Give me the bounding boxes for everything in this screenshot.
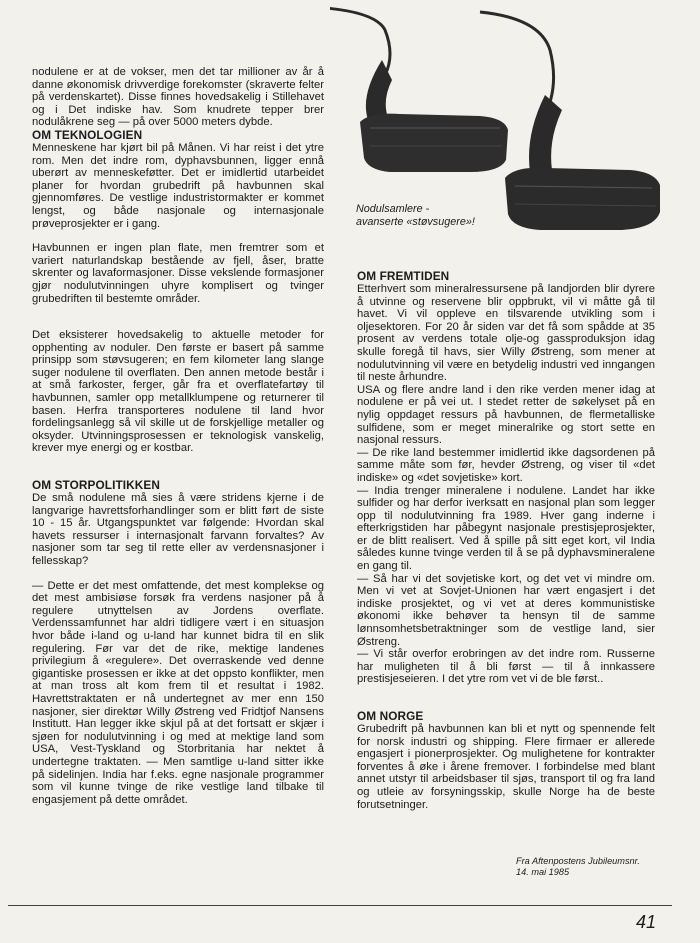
paragraph-spacer [32, 230, 324, 242]
article-paragraph: Etterhvert som mineralressursene på landjorden blir dyrere å utvinne og reservene blir oppbrukt, vil vi måtte gå til havet. Vi vil oppleve en tilsvarende utvikling som i oljesektoren. For 20 år siden var det få som spådde at 35 prosent av verdens totale olje-og gassproduksjon idag skulle foregå til havs, sier Willy Østreng, som mener at nodulutvinning vil være en betydelig industri ved inngangen til neste århundre. [357, 283, 655, 384]
article-paragraph: — Vi står overfor erobringen av det indre rom. Russerne har muligheten til å bli først — til å innkassere prestisjeseieren. I det ytre rom vet vi de ble først.. [357, 648, 655, 686]
article-paragraph: — De rike land bestemmer imidlertid ikke dagsordenen på samme måte som før, hevder Østreng, og viser til «det indiske» og «det sovjetiske» kort. [357, 446, 655, 484]
paragraph-spacer [32, 455, 324, 479]
paragraph-spacer [357, 686, 655, 710]
caption-line-1: Nodulsamlere - [356, 203, 430, 215]
source-credit [516, 856, 666, 878]
section-heading: OM TEKNOLOGIEN [32, 127, 143, 142]
article-paragraph: Havbunnen er ingen plan flate, men fremtrer som et variert naturlandskap bestående av fjell, åser, bratte skrenter og lavaformasjoner. Disse vekslende formasjoner gjør nodulutvinningen uhyre komplisert og tvinger grubedriften til bestemte områder. [32, 242, 324, 305]
page-number: 41 [636, 912, 657, 932]
footer-rule [8, 905, 672, 906]
illustration-caption [356, 203, 516, 228]
paragraph-spacer [32, 305, 324, 329]
article-paragraph: USA og flere andre land i den rike verden mener idag at nodulene er på vei ut. I stedet retter de søkelyset på en nylig oppdaget ressurs på havbunnen, de flermetalliske sulfidene, som er meget mineralrike og stort sette en nasjonal ressurs. [357, 383, 655, 447]
left-column [32, 66, 324, 806]
article-paragraph: — Dette er det mest omfattende, det mest komplekse og det mest ambisiøse forsøk fra verdens nasjoner på å regulere utnyttelsen av Jordens overflate. Verdenssamfunnet har aldri tidligere vært i en situasjon hvor både i-land og u-land har kunnet bidra til en slik regulering. Før var det de rike, mektige landenes privilegium å «regulere». Det overraskende ved denne gigantiske prosessen er ikke at det oppsto konflikter, men at man tross alt kom frem til et resultat i 1982. Havrettstraktaten er nå undertegnet av mer enn 150 nasjoner, sier direktør Willy Østreng ved Fridtjof Nansens Institutt. Han legger ikke skjul på at det fortsatt er skjær i sjøen for nodulutvinning i og med at mektige land som USA, Vest-Tyskland og Storbritania har nektet å undertegne traktaten. — Men samtlige u-land sitter ikke på sidelinjen. India har f.eks. egne nasjonale programmer som vil kunne tvinge de rike vestlige land tilbake til engasjement på dette området. [32, 579, 324, 806]
credit-line-1: Fra Aftenpostens Jubileumsnr. [516, 856, 640, 866]
credit-line-2: 14. mai 1985 [516, 867, 570, 877]
article-paragraph: Menneskene har kjørt bil på Månen. Vi har reist i det ytre rom. Men det indre rom, dyphavsbunnen, ligger ennå uberørt av menneskeføtter. Det er imidlertid utarbeidet planer for hvordan grubedrift på havbunnen skal gjennomføres. De vestlige industristormakter er kommet lengst, og både nasjonale og internasjonale prøveprosjekter er i gang. [32, 141, 324, 230]
article-paragraph: nodulene er at de vokser, men det tar millioner av år å danne økonomisk drivverdige forekomster (skraverte felter på verdenskartet). Disse finnes hovedsakelig i Stillehavet og i Det indiske hav. Som knudrete tepper brer nodulåkrene seg — på over 5000 meters dybde. [32, 66, 324, 129]
article-paragraph: Det eksisterer hovedsakelig to aktuelle metoder for opphenting av noduler. Den første er basert på samme prinsipp som støvsugeren; en fem kilometer lang slange suger nodulene til overflaten. Den annen metode består i at små farkoster, ferger, går fra et overflatefartøy til havbunnen, samler opp metallklumpene og returnerer til basen. Herfra transporteres nodulene til land hvor fordelingsanlegg så vil skille ut de forskjellige metaller og oksyder. Utvinningsprosessen er teknologisk vanskelig, krever mye energi og er kostbar. [32, 329, 324, 455]
section-heading: OM STORPOLITIKKEN [32, 478, 160, 493]
section-heading: OM NORGE [357, 709, 424, 723]
paragraph-spacer [32, 568, 324, 580]
article-paragraph: Grubedrift på havbunnen kan bli et nytt og spennende felt for norsk industri og shipping. Flere firmaer er allerede engasjert i pionerprosjekter. Og mulighetene for kontrakter forventes å øke i årene fremover. I forbindelse med blant annet utstyr til arbeidsbaser til sjøs, transport til og fra land og utleie av forsyningsskip, skulle Norge ha de beste forutsetninger. [357, 723, 655, 811]
section-heading: OM FREMTIDEN [357, 269, 450, 283]
article-paragraph: De små nodulene må sies å være stridens kjerne i de langvarige havrettsforhandlinger som er blitt ført de siste 10 - 15 år. Utgangspunktet var følgende: Hvordan skal havets ressurser i internasjonalt farvann forvaltes? Av nasjoner som tar seg til rette eller av verdensnasjoner i fellesskap? [32, 492, 324, 567]
article-paragraph: — Så har vi det sovjetiske kort, og det vet vi mindre om. Men vi vet at Sovjet-Unionen har vært engasjert i det indiske prosjektet, og vi vet at deres kommunistiske økonomi ikke behøver ta hensyn til de samme lønnsomhetsbetraktninger som de vestlige land, sier Østreng. [357, 572, 655, 648]
article-paragraph: — India trenger mineralene i nodulene. Landet har ikke sulfider og har derfor iverksatt en nasjonal plan som legger opp til nodulutvinning fra 1989. Hver gang inderne i efterkrigstiden har påbegynt nasjonale prestisjeprosjekter, er de blitt realisert. Ved å spille på sitt eget kort, vil India således kunne tvinge verden til å se på dyphavsmineralene en gang til. [357, 484, 655, 573]
right-column [357, 270, 655, 811]
caption-line-2: avanserte «støvsugere»! [356, 215, 475, 228]
